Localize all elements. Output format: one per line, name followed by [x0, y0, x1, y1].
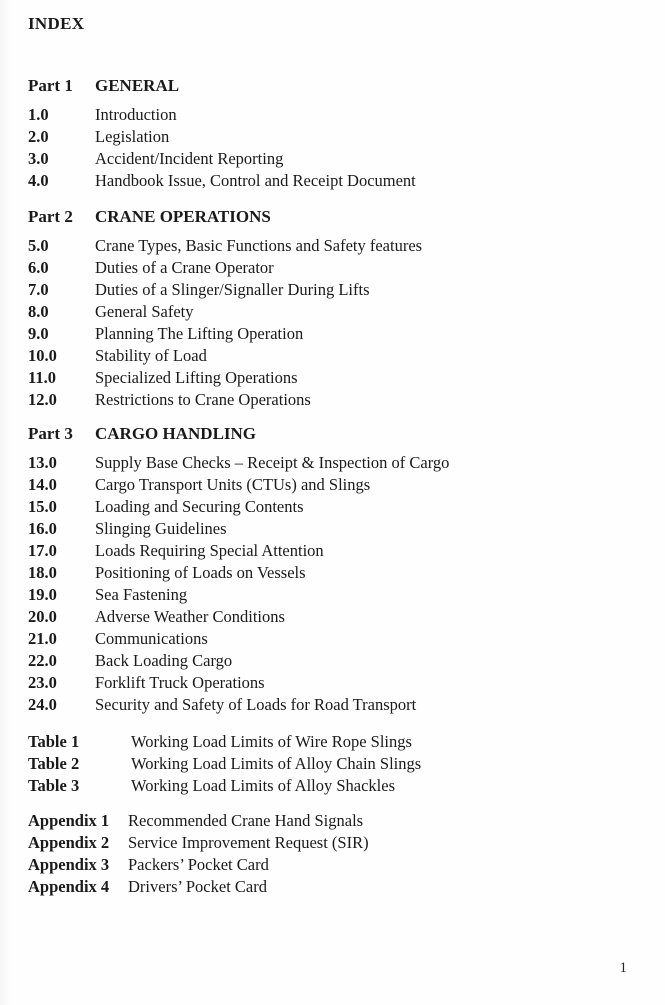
toc-item — [28, 301, 625, 323]
table-label: Table 1 — [28, 732, 80, 751]
appendix-entry — [28, 810, 625, 832]
table-entry — [28, 731, 625, 753]
toc-item — [28, 518, 625, 540]
scan-edge-artifact — [0, 0, 10, 1005]
toc-item — [28, 628, 625, 650]
item-title: Cargo Transport Units (CTUs) and Slings — [95, 475, 371, 494]
toc-section — [28, 77, 625, 192]
toc-item — [28, 345, 625, 367]
toc-sections — [28, 77, 625, 716]
toc-section — [28, 208, 625, 411]
page-title: INDEX — [28, 14, 85, 33]
item-title: Communications — [95, 629, 208, 648]
toc-item — [28, 540, 625, 562]
item-number: 7.0 — [28, 280, 49, 299]
item-title: Sea Fastening — [95, 585, 188, 604]
table-entry — [28, 753, 625, 775]
item-number: 10.0 — [28, 346, 57, 365]
toc-item — [28, 452, 625, 474]
item-title: General Safety — [95, 302, 194, 321]
part-items — [28, 452, 625, 716]
item-number: 1.0 — [28, 105, 49, 124]
toc-item — [28, 257, 625, 279]
part-label: Part 3 — [28, 424, 73, 443]
toc-item — [28, 694, 625, 716]
toc-item — [28, 672, 625, 694]
item-title: Planning The Lifting Operation — [95, 324, 304, 343]
toc-item — [28, 126, 625, 148]
toc-item — [28, 474, 625, 496]
part-label: Part 2 — [28, 207, 73, 226]
table-entry — [28, 775, 625, 797]
item-number: 20.0 — [28, 607, 57, 626]
item-number: 24.0 — [28, 695, 57, 714]
part-title: CRANE OPERATIONS — [95, 207, 271, 226]
item-number: 6.0 — [28, 258, 49, 277]
toc-section — [28, 425, 625, 716]
table-label: Table 2 — [28, 754, 80, 773]
appendix-entry — [28, 854, 625, 876]
item-number: 13.0 — [28, 453, 57, 472]
item-number: 22.0 — [28, 651, 57, 670]
part-heading — [28, 77, 625, 95]
appendix-label: Appendix 1 — [28, 811, 110, 830]
item-title: Supply Base Checks – Receipt & Inspection of Cargo — [95, 453, 450, 472]
toc-item — [28, 104, 625, 126]
toc-item — [28, 235, 625, 257]
item-title: Restrictions to Crane Operations — [95, 390, 311, 409]
appendix-entry — [28, 876, 625, 898]
item-number: 16.0 — [28, 519, 57, 538]
part-title: GENERAL — [95, 76, 180, 95]
item-title: Back Loading Cargo — [95, 651, 233, 670]
item-title: Loading and Securing Contents — [95, 497, 304, 516]
part-items — [28, 104, 625, 192]
toc-item — [28, 323, 625, 345]
item-number: 2.0 — [28, 127, 49, 146]
appendix-title: Recommended Crane Hand Signals — [128, 811, 364, 830]
appendix-label: Appendix 4 — [28, 877, 110, 896]
item-title: Legislation — [95, 127, 170, 146]
item-title: Positioning of Loads on Vessels — [95, 563, 306, 582]
appendix-title: Packers’ Pocket Card — [128, 855, 269, 874]
tables-list — [28, 731, 625, 797]
item-title: Accident/Incident Reporting — [95, 149, 284, 168]
table-title: Working Load Limits of Alloy Chain Slings — [131, 754, 422, 773]
item-title: Forklift Truck Operations — [95, 673, 265, 692]
item-number: 3.0 — [28, 149, 49, 168]
item-title: Adverse Weather Conditions — [95, 607, 285, 626]
page-number: 1 — [619, 960, 627, 976]
item-title: Handbook Issue, Control and Receipt Document — [95, 171, 416, 190]
item-number: 17.0 — [28, 541, 57, 560]
item-number: 5.0 — [28, 236, 49, 255]
item-title: Duties of a Slinger/Signaller During Lifts — [95, 280, 370, 299]
item-title: Security and Safety of Loads for Road Transport — [95, 695, 417, 714]
item-title: Loads Requiring Special Attention — [95, 541, 324, 560]
part-items — [28, 235, 625, 411]
toc-item — [28, 650, 625, 672]
item-title: Introduction — [95, 105, 177, 124]
item-title: Duties of a Crane Operator — [95, 258, 274, 277]
part-heading — [28, 208, 625, 226]
toc-item — [28, 584, 625, 606]
toc-item — [28, 496, 625, 518]
item-number: 18.0 — [28, 563, 57, 582]
item-number: 9.0 — [28, 324, 49, 343]
toc-item — [28, 279, 625, 301]
toc-item — [28, 562, 625, 584]
table-title: Working Load Limits of Alloy Shackles — [131, 776, 396, 795]
item-number: 21.0 — [28, 629, 57, 648]
item-title: Crane Types, Basic Functions and Safety features — [95, 236, 423, 255]
item-number: 12.0 — [28, 390, 57, 409]
item-number: 8.0 — [28, 302, 49, 321]
item-title: Specialized Lifting Operations — [95, 368, 298, 387]
table-title: Working Load Limits of Wire Rope Slings — [131, 732, 412, 751]
part-title: CARGO HANDLING — [95, 424, 257, 443]
appendices-list — [28, 810, 625, 898]
toc-item — [28, 170, 625, 192]
item-number: 15.0 — [28, 497, 57, 516]
toc-item — [28, 389, 625, 411]
appendix-entry — [28, 832, 625, 854]
appendix-label: Appendix 3 — [28, 855, 110, 874]
item-title: Slinging Guidelines — [95, 519, 227, 538]
table-label: Table 3 — [28, 776, 80, 795]
toc-item — [28, 606, 625, 628]
item-number: 4.0 — [28, 171, 49, 190]
item-number: 11.0 — [28, 368, 56, 387]
part-label: Part 1 — [28, 76, 73, 95]
item-number: 19.0 — [28, 585, 57, 604]
item-number: 23.0 — [28, 673, 57, 692]
appendix-title: Service Improvement Request (SIR) — [128, 833, 369, 852]
toc-item — [28, 367, 625, 389]
item-number: 14.0 — [28, 475, 57, 494]
toc-item — [28, 148, 625, 170]
appendix-title: Drivers’ Pocket Card — [128, 877, 267, 896]
part-heading — [28, 425, 625, 443]
appendix-label: Appendix 2 — [28, 833, 110, 852]
item-title: Stability of Load — [95, 346, 207, 365]
